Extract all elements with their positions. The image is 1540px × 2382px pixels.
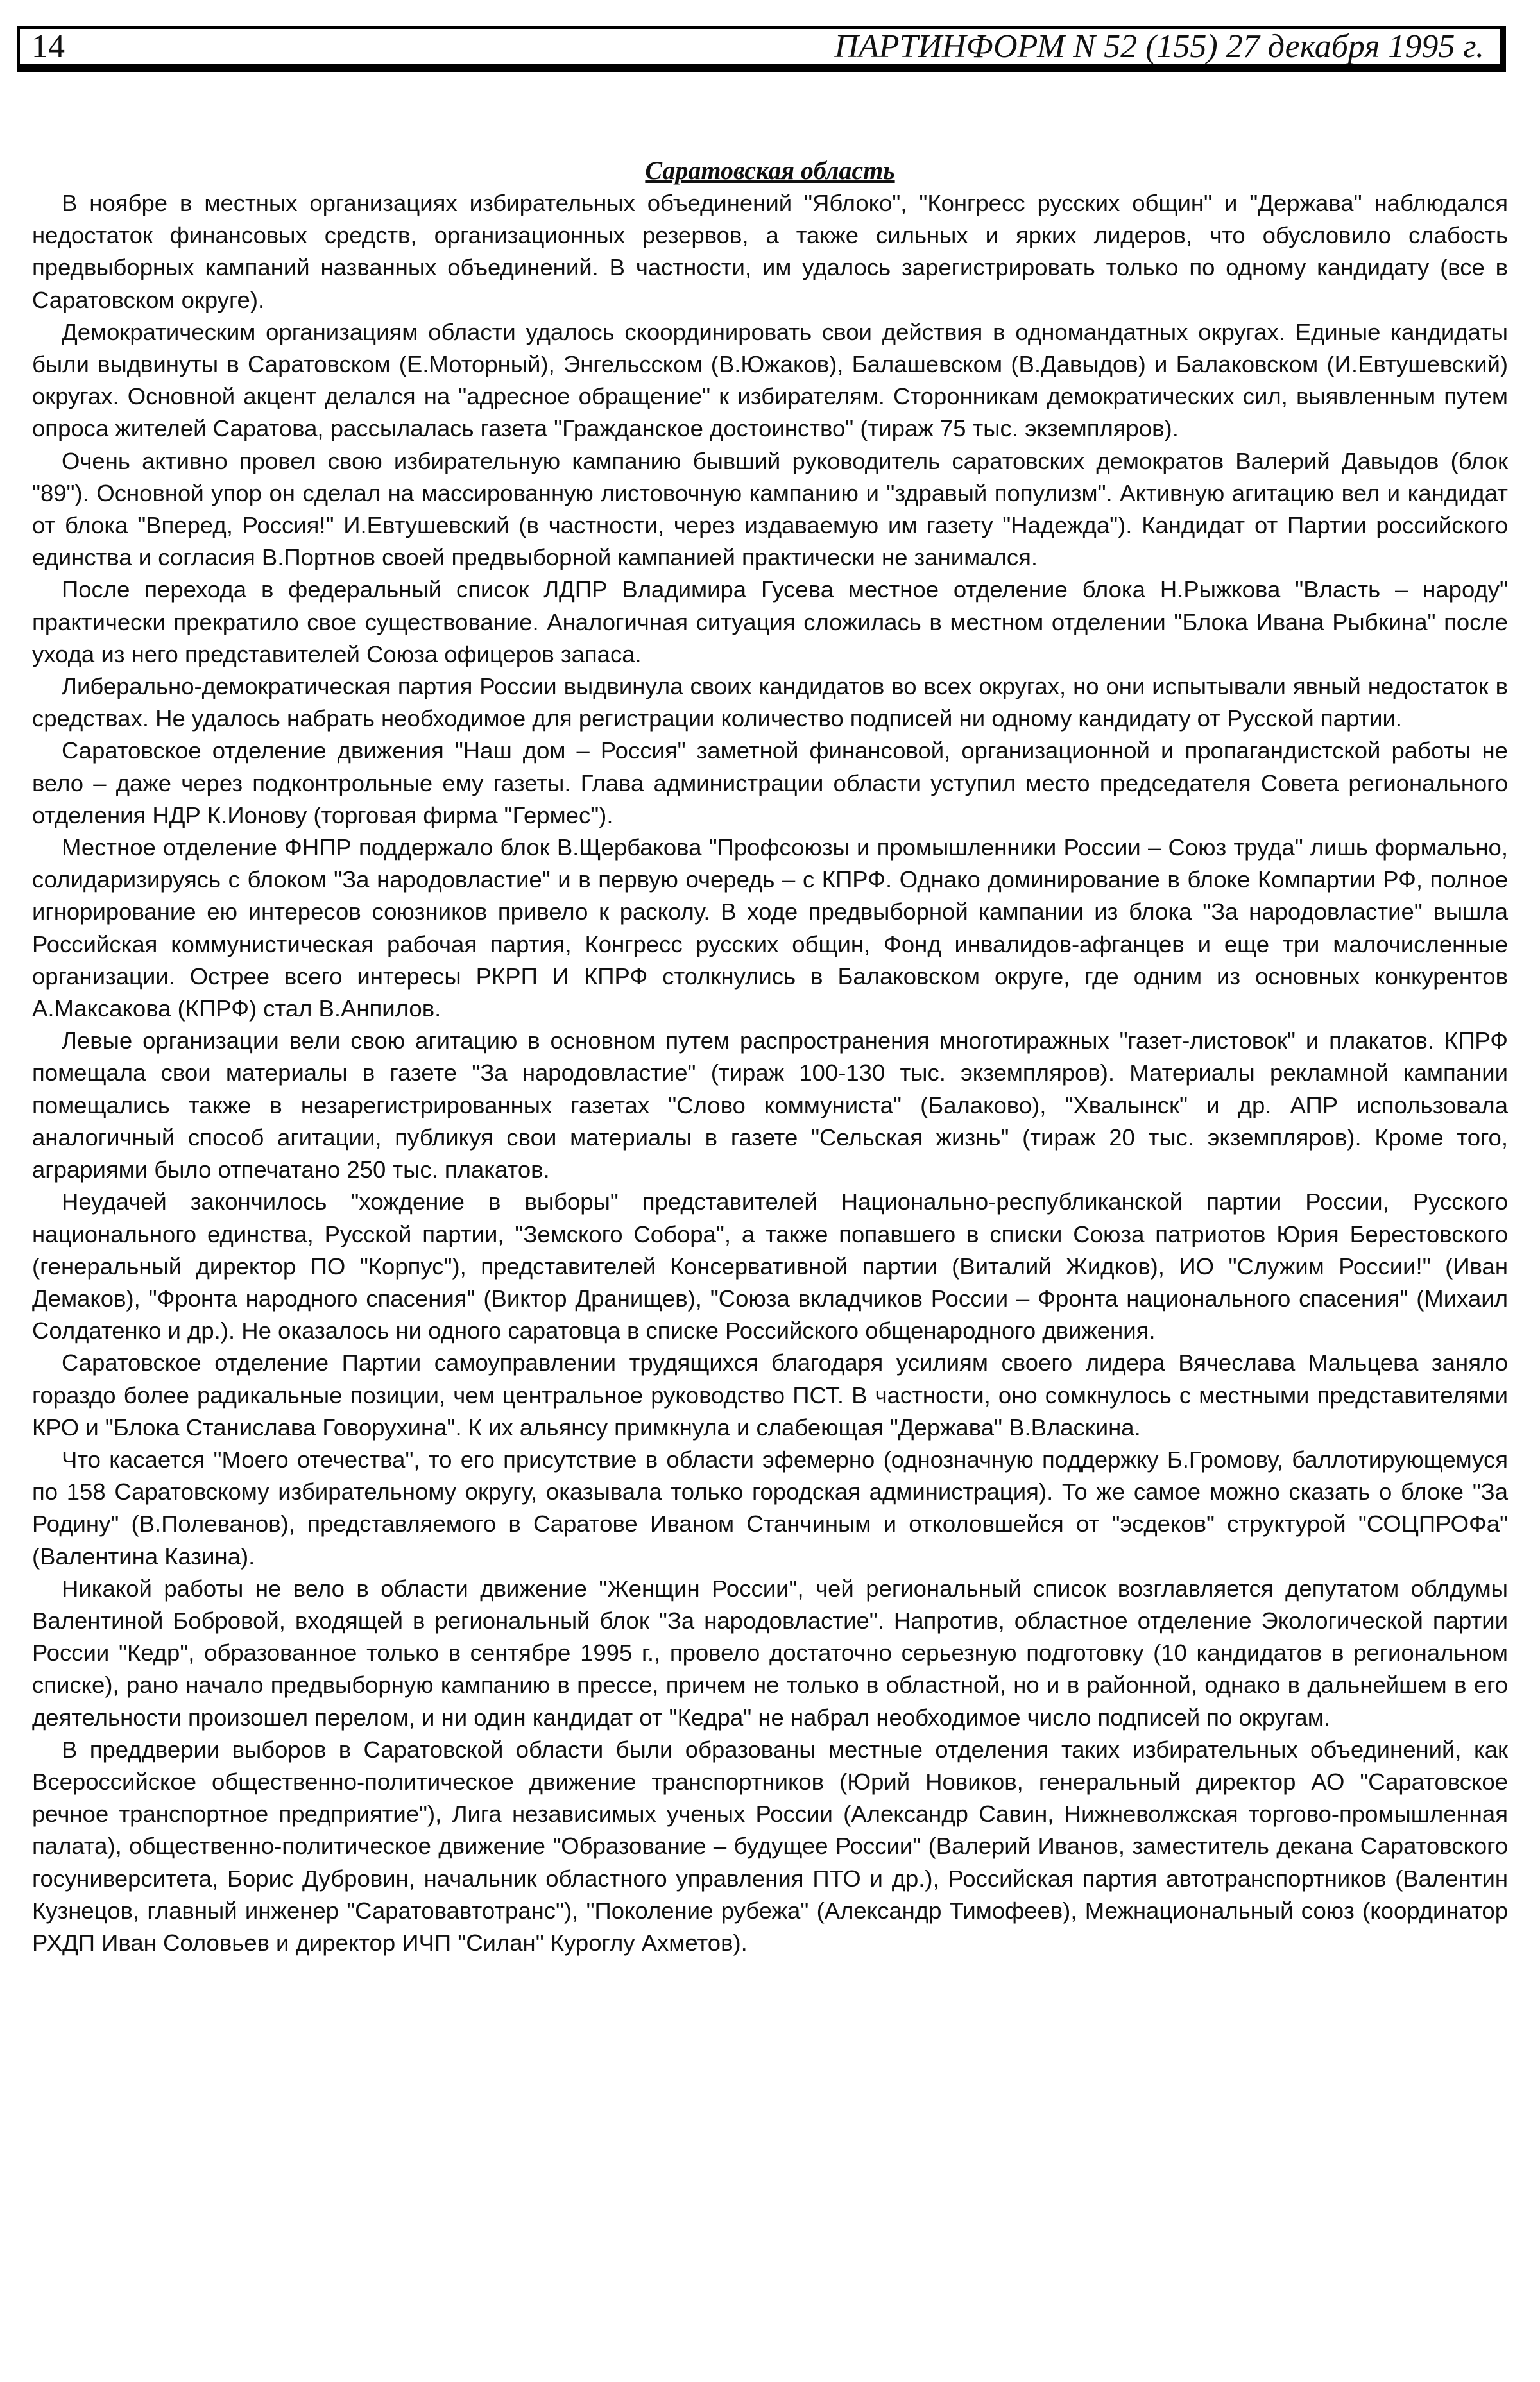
article-paragraph: Что касается "Моего отечества", то его присутствие в области эфемерно (однозначную поддержку Б.Громову, баллотирующемуся по 158 Саратовскому избирательному округу, оказывала только городская администрация). То же самое можно сказать о блоке "За Родину" (В.Полеванов), представляемого в Саратове Иваном Станчиным и отколовшейся от "эсдеков" структурой "СОЦПРОФа" (Валентина Казина). [32,1446,1508,1570]
page-number: 14 [31,28,65,65]
article-paragraph: Никакой работы не вело в области движение "Женщин России", чей региональный список возглавляется депутатом облдумы Валентиной Бобровой, входящей в региональный блок "За народовластие". Напротив, областное отделение Экологической партии России "Кедр", образованное только в сентябре 1995 г., провело достаточно серьезную подготовку (10 кандидатов в региональном списке), рано начало предвыборную кампанию в прессе, причем не только в областной, но и в районной, однако в дальнейшем в его деятельности произошел перелом, и ни один кандидат от "Кедра" не набрал необходимое число подписей по округам. [32,1575,1508,1731]
article-paragraph: Очень активно провел свою избирательную кампанию бывший руководитель саратовских демократов Валерий Давыдов (блок "89"). Основной упор он сделал на массированную листовочную кампанию и "здравый популизм". Активную агитацию вел и кандидат от блока "Вперед, Россия!" И.Евтушевский (в частности, через издаваемую им газету "Надежда"). Кандидат от Партии российского единства и согласия В.Портнов своей предвыборной кампанией практически не занимался. [32,447,1508,571]
article-paragraph: Демократическим организациям области удалось скоординировать свои действия в одномандатных округах. Единые кандидаты были выдвинуты в Саратовском (Е.Моторный), Энгельсском (В.Южаков), Балашевском (В.Давыдов) и Балаковском (И.Евтушевский) округах. Основной акцент делался на "адресное обращение" к избирателям. Сторонникам демократических сил, выявленным путем опроса жителей Саратова, рассылалась газета "Гражданское достоинство" (тираж 75 тыс. экземпляров). [32,318,1508,442]
article-paragraph: Местное отделение ФНПР поддержало блок В.Щербакова "Профсоюзы и промышленники России – Союз труда" лишь формально, солидаризируясь с блоком "За народовластие" и в первую очередь – с КПРФ. Однако доминирование в блоке Компартии РФ, полное игнорирование ею интересов союзников привело к расколу. В ходе предвыборной кампании из блока "За народовластие" вышла Российская коммунистическая рабочая партия, Конгресс русских общин, Фонд инвалидов-афганцев и еще три малочисленные организации. Острее всего интересы РКРП И КПРФ столкнулись в Балаковском округе, где одним из основных конкурентов А.Максакова (КПРФ) стал В.Анпилов. [32,834,1508,1022]
article-paragraph: Либерально-демократическая партия России выдвинула своих кандидатов во всех округах, но они испытывали явный недостаток в средствах. Не удалось набрать необходимое для регистрации количество подписей ни одному кандидату от Русской партии. [32,673,1508,732]
page-header [17,26,1506,72]
article-paragraph: После перехода в федеральный список ЛДПР Владимира Гусева местное отделение блока Н.Рыжкова "Власть – народу" практически прекратило свое существование. Аналогичная ситуация сложилась в местном отделении "Блока Ивана Рыбкина" после ухода из него представителей Союза офицеров запаса. [32,576,1508,667]
article-title: Саратовская область [645,156,895,185]
article-paragraph: В преддверии выборов в Саратовской области были образованы местные отделения таких избирательных объединений, как Всероссийское общественно-политическое движение транспортников (Юрий Новиков, генеральный директор АО "Саратовское речное транспортное предприятие"), Лига независимых ученых России (Александр Савин, Нижневолжская торгово-промышленная палата), общественно-политическое движение "Образование – будущее России" (Валерий Иванов, заместитель декана Саратовского госуниверситета, Борис Дубровин, начальник областного управления ПТО и др.), Российская партия автотранспортников (Валентин Кузнецов, главный инженер "Саратовавтотранс"), "Поколение рубежа" (Александр Тимофеев), Межнациональный союз (координатор РХДП Иван Соловьев и директор ИЧП "Силан" Куроглу Ахметов). [32,1736,1508,1956]
article-paragraph: В ноябре в местных организациях избирательных объединений "Яблоко", "Конгресс русских общин" и "Держава" наблюдался недостаток финансовых средств, организационных резервов, а также сильных и ярких лидеров, что обусловило слабость предвыборных кампаний названных объединений. В частности, им удалось зарегистрировать только по одному кандидату (все в Саратовском округе). [32,190,1508,313]
article-paragraph: Неудачей закончилось "хождение в выборы" представителей Национально-республиканской партии России, Русского национального единства, Русской партии, "Земского Собора", а также попавшего в списки Союза патриотов Юрия Берестовского (генеральный директор ПО "Корпус"), представителей Консервативной партии (Виталий Жидков), ИО "Служим России!" (Иван Демаков), "Фронта народного спасения" (Виктор Дранищев), "Союза вкладчиков России – Фронта национального спасения" (Михаил Солдатенко и др.). Не оказалось ни одного саратовца в списке Российского общенародного движения. [32,1188,1508,1344]
publication-issue-line: ПАРТИНФОРМ N 52 (155) 27 декабря 1995 г. [834,28,1484,65]
article-paragraph: Саратовское отделение Партии самоуправлении трудящихся благодаря усилиям своего лидера Вячеслава Мальцева заняло гораздо более радикальные позиции, чем центральное руководство ПСТ. В частности, оно сомкнулось с местными представителями КРО и "Блока Станислава Говорухина". К их альянсу примкнула и слабеющая "Держава" В.Власкина. [32,1350,1508,1441]
article-paragraph: Саратовское отделение движения "Наш дом – Россия" заметной финансовой, организационной и пропагандистской работы не вело – даже через подконтрольные ему газеты. Глава администрации области уступил место председателя Совета регионального отделения НДР К.Ионову (торговая фирма "Гермес"). [32,737,1508,828]
article [32,154,1508,1959]
article-paragraph: Левые организации вели свою агитацию в основном путем распространения многотиражных "газет-листовок" и плакатов. КПРФ помещала свои материалы в газете "За народовластие" (тираж 100-130 тыс. экземпляров). Материалы рекламной кампании помещались также в незарегистрированных газетах "Слово коммуниста" (Балаково), "Хвалынск" и др. АПР использовала аналогичный способ агитации, публикуя свои материалы в газете "Сельская жизнь" (тираж 20 тыс. экземпляров). Кроме того, аграриями было отпечатано 250 тыс. плакатов. [32,1027,1508,1183]
